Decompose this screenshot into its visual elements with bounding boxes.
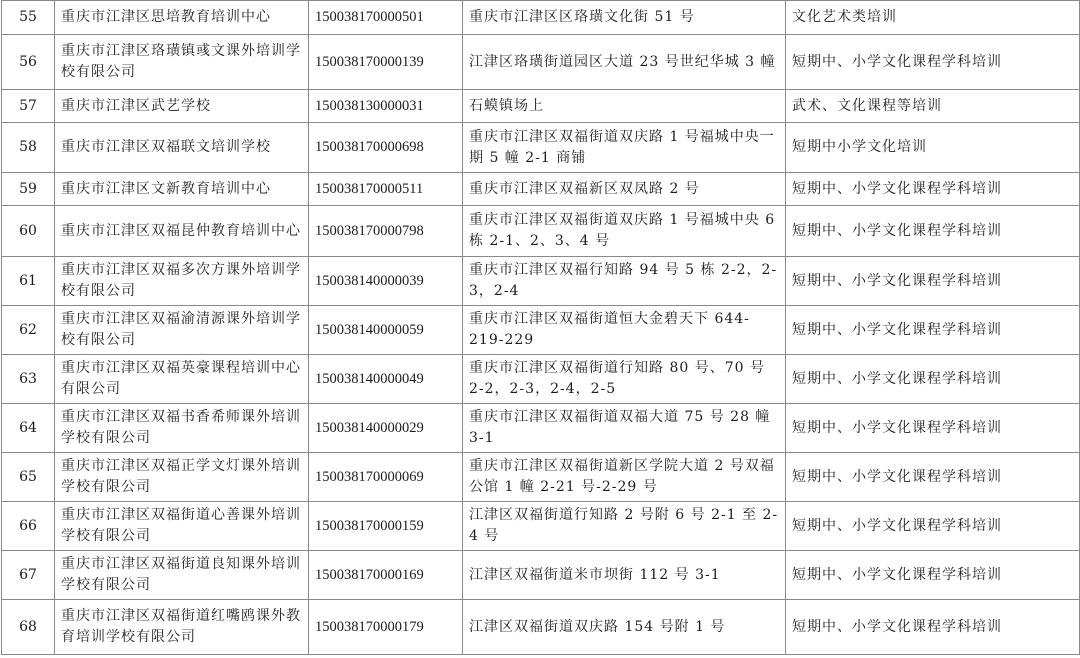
table-row: [2, 404, 1080, 453]
training-scope: 短期中、小学文化课程学科培训: [786, 600, 1080, 655]
institution-name: 重庆市江津区双福街道心善课外培训学校有限公司: [55, 502, 309, 551]
training-scope: 文化艺术类培训: [786, 1, 1080, 35]
institution-address: 重庆市江津区双福街道新区学院大道 2 号双福公馆 1 幢 2-21 号-2-29 号: [463, 453, 786, 502]
table-row: [2, 123, 1080, 173]
license-code: 150038170000139: [309, 35, 463, 90]
license-code: 150038170000069: [309, 453, 463, 502]
row-number: 62: [2, 306, 55, 355]
row-number: 59: [2, 173, 55, 206]
license-code: 150038140000039: [309, 257, 463, 306]
institution-address: 重庆市江津区区珞璜文化街 51 号: [463, 1, 786, 35]
row-number: 61: [2, 257, 55, 306]
training-scope: 短期中、小学文化课程学科培训: [786, 404, 1080, 453]
license-code: 150038140000059: [309, 306, 463, 355]
license-code: 150038170000159: [309, 502, 463, 551]
table-row: [2, 355, 1080, 404]
institution-address: 重庆市江津区双福街道恒大金碧天下 644-219-229: [463, 306, 786, 355]
training-scope: 短期中、小学文化课程学科培训: [786, 257, 1080, 306]
license-code: 150038170000169: [309, 551, 463, 600]
institution-address: 江津区珞璜街道园区大道 23 号世纪华城 3 幢: [463, 35, 786, 90]
license-code: 150038170000179: [309, 600, 463, 655]
training-scope: 短期中、小学文化课程学科培训: [786, 551, 1080, 600]
training-scope: 短期中、小学文化课程学科培训: [786, 35, 1080, 90]
institution-address: 重庆市江津区双福街道行知路 80 号、70 号 2-2，2-3，2-4，2-5: [463, 355, 786, 404]
institution-address: 江津区双福街道米市坝街 112 号 3-1: [463, 551, 786, 600]
institution-name: 重庆市江津区双福书香希师课外培训学校有限公司: [55, 404, 309, 453]
row-number: 66: [2, 502, 55, 551]
institution-address: 江津区双福街道双庆路 154 号附 1 号: [463, 600, 786, 655]
table-row: [2, 206, 1080, 257]
license-code: 150038170000798: [309, 206, 463, 257]
training-institution-table: [1, 0, 1080, 655]
institution-name: 重庆市江津区思培教育培训中心: [55, 1, 309, 35]
training-scope: 短期中、小学文化课程学科培训: [786, 173, 1080, 206]
table-row: [2, 35, 1080, 90]
table-row: [2, 600, 1080, 655]
institution-name: 重庆市江津区武艺学校: [55, 90, 309, 123]
institution-name: 重庆市江津区双福联文培训学校: [55, 123, 309, 173]
institution-name: 重庆市江津区双福正学文灯课外培训学校有限公司: [55, 453, 309, 502]
license-code: 150038130000031: [309, 90, 463, 123]
institution-name: 重庆市江津区双福多次方课外培训学校有限公司: [55, 257, 309, 306]
table-row: [2, 90, 1080, 123]
institution-name: 重庆市江津区文新教育培训中心: [55, 173, 309, 206]
institution-name: 重庆市江津区双福英豪课程培训中心有限公司: [55, 355, 309, 404]
institution-name: 重庆市江津区双福街道良知课外培训学校有限公司: [55, 551, 309, 600]
row-number: 68: [2, 600, 55, 655]
institution-address: 江津区双福街道行知路 2 号附 6 号 2-1 至 2-4 号: [463, 502, 786, 551]
table-row: [2, 502, 1080, 551]
institution-address: 重庆市江津区双福新区双凤路 2 号: [463, 173, 786, 206]
row-number: 55: [2, 1, 55, 35]
license-code: 150038170000501: [309, 1, 463, 35]
row-number: 64: [2, 404, 55, 453]
training-scope: 短期中、小学文化课程学科培训: [786, 453, 1080, 502]
license-code: 150038140000049: [309, 355, 463, 404]
license-code: 150038140000029: [309, 404, 463, 453]
license-code: 150038170000698: [309, 123, 463, 173]
institution-address: 石蟆镇场上: [463, 90, 786, 123]
institution-name: 重庆市江津区珞璜镇彧文课外培训学校有限公司: [55, 35, 309, 90]
license-code: 150038170000511: [309, 173, 463, 206]
table-row: [2, 257, 1080, 306]
row-number: 58: [2, 123, 55, 173]
row-number: 56: [2, 35, 55, 90]
training-scope: 短期中、小学文化课程学科培训: [786, 206, 1080, 257]
row-number: 65: [2, 453, 55, 502]
row-number: 63: [2, 355, 55, 404]
institution-name: 重庆市江津区双福昆仲教育培训中心: [55, 206, 309, 257]
training-scope: 武术、文化课程等培训: [786, 90, 1080, 123]
institution-address: 重庆市江津区双福行知路 94 号 5 栋 2-2，2-3，2-4: [463, 257, 786, 306]
table-row: [2, 306, 1080, 355]
institution-name: 重庆市江津区双福街道红嘴鸥课外教育培训学校有限公司: [55, 600, 309, 655]
row-number: 67: [2, 551, 55, 600]
table-row: [2, 173, 1080, 206]
table-row: [2, 453, 1080, 502]
training-scope: 短期中、小学文化课程学科培训: [786, 306, 1080, 355]
training-scope: 短期中、小学文化课程学科培训: [786, 502, 1080, 551]
institution-address: 重庆市江津区双福街道双庆路 1 号福城中央 6 栋 2-1、2、3、4 号: [463, 206, 786, 257]
institution-address: 重庆市江津区双福街道双福大道 75 号 28 幢 3-1: [463, 404, 786, 453]
row-number: 60: [2, 206, 55, 257]
institution-name: 重庆市江津区双福渝清源课外培训学校有限公司: [55, 306, 309, 355]
training-scope: 短期中小学文化培训: [786, 123, 1080, 173]
table-row: [2, 551, 1080, 600]
institution-address: 重庆市江津区双福街道双庆路 1 号福城中央一期 5 幢 2-1 商铺: [463, 123, 786, 173]
training-scope: 短期中、小学文化课程学科培训: [786, 355, 1080, 404]
table-row: [2, 1, 1080, 35]
row-number: 57: [2, 90, 55, 123]
